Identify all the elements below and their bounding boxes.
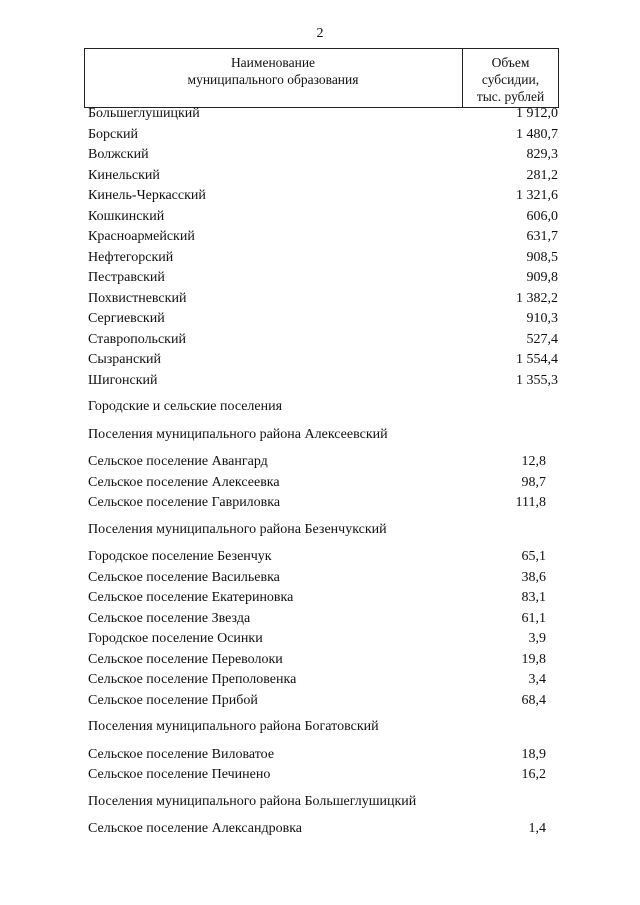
subsidy-value: 83,1 [521,590,546,605]
table-row [88,819,558,840]
table-row [88,268,558,289]
subsidy-value: 111,8 [515,495,546,510]
header-volume-line: Объем [491,55,530,70]
subsidy-value: 606,0 [526,208,558,224]
municipality-name: Борский [88,126,139,142]
municipality-name: Красноармейский [88,229,195,244]
municipality-name: Сельское поселение Виловатое [88,746,275,762]
section-title: Городские и сельские поселения [88,399,283,414]
municipality-name: Похвистневский [88,290,187,306]
table-row [88,473,558,494]
municipality-name: Сельское поселение Переволоки [88,651,283,667]
municipality-name: Сельское поселение Алексеевка [88,474,280,490]
section-title: Поселения муниципального района Богатовский [88,719,379,734]
table-row [88,547,558,568]
table-row [88,207,558,228]
header-name-line: муниципального образования [187,72,359,87]
table-row [88,588,558,609]
municipality-name: Сельское поселение Екатериновка [88,590,294,605]
subsidy-value: 19,8 [521,651,546,667]
subsidy-value: 908,5 [526,249,558,265]
section-heading [88,520,558,541]
municipality-name: Сельское поселение Васильевка [88,569,280,585]
section-heading [88,717,558,738]
table-body [88,104,558,840]
subsidy-value: 1 912,0 [516,106,558,121]
municipality-name: Волжский [88,147,149,162]
header-volume-line: субсидии, [481,72,540,87]
table-row [88,330,558,351]
subsidy-value: 829,3 [526,147,558,162]
section-heading [88,792,558,813]
table-row [88,289,558,310]
subsidy-value: 18,9 [521,746,546,762]
municipality-name: Сельское поселение Преполовенка [88,672,297,687]
subsidy-value: 1 355,3 [516,372,558,388]
municipality-name: Сызранский [88,352,161,367]
table-row [88,125,558,146]
municipality-name: Кинель-Черкасский [88,188,206,203]
table-row [88,145,558,166]
section-heading [88,425,558,446]
table-row [88,452,558,473]
table-row [88,745,558,766]
subsidy-value: 3,9 [528,631,546,646]
header-volume-line: тыс. рублей [476,89,545,104]
table-row [88,248,558,269]
municipality-name: Большеглушицкий [88,106,200,121]
table-row [88,371,558,392]
table-row [88,186,558,207]
municipality-name: Сельское поселение Звезда [88,610,251,626]
table-row [88,350,558,371]
section-title: Поселения муниципального района Безенчукский [88,521,387,537]
municipality-name: Городское поселение Осинки [88,631,263,646]
subsidy-value: 68,4 [521,692,546,708]
subsidy-value: 3,4 [528,672,546,687]
table-header [84,48,559,108]
section-title: Поселения муниципального района Алексеевский [88,426,388,442]
municipality-name: Сельское поселение Печинено [88,767,271,782]
page-number: 2 [316,26,324,41]
subsidy-value: 1 382,2 [516,290,558,306]
municipality-name: Сельское поселение Авангард [88,454,268,469]
subsidy-value: 527,4 [526,331,558,347]
municipality-name: Пестравский [88,270,165,285]
subsidy-value: 98,7 [521,474,546,490]
municipality-name: Кошкинский [88,208,165,224]
table-row [88,691,558,712]
table-row [88,670,558,691]
municipality-name: Городское поселение Безенчук [88,549,272,564]
subsidy-value: 16,2 [521,767,546,782]
subsidy-value: 65,1 [521,549,546,564]
subsidy-value: 1 321,6 [516,188,558,203]
table-row [88,765,558,786]
subsidy-value: 1 554,4 [516,352,558,367]
subsidy-value: 910,3 [526,311,558,326]
subsidy-value: 38,6 [521,569,546,585]
header-name-column [84,54,462,88]
table-row [88,493,558,514]
subsidy-value: 61,1 [521,610,546,626]
table-row [88,609,558,630]
subsidy-value: 281,2 [526,167,558,183]
municipality-name: Сельское поселение Гавриловка [88,495,281,510]
table-row [88,568,558,589]
municipality-name: Ставропольский [88,331,186,347]
subsidy-value: 12,8 [521,454,546,469]
municipality-name: Кинельский [88,167,160,183]
table-row [88,104,558,125]
municipality-name: Нефтегорский [88,249,174,265]
section-title: Поселения муниципального района Большеглушицкий [88,793,417,809]
subsidy-value: 909,8 [526,270,558,285]
municipality-name: Шигонский [88,372,158,388]
subsidy-value: 1,4 [528,821,546,836]
table-row [88,629,558,650]
municipality-name: Сергиевский [88,311,165,326]
table-row [88,166,558,187]
subsidy-value: 631,7 [526,229,558,244]
municipality-name: Сельское поселение Прибой [88,692,258,708]
table-row [88,650,558,671]
subsidy-value: 1 480,7 [516,126,558,142]
table-row [88,309,558,330]
header-name-line: Наименование [230,55,316,70]
header-volume-column [462,54,559,105]
table-row [88,227,558,248]
section-heading [88,397,558,418]
municipality-name: Сельское поселение Александровка [88,821,303,836]
